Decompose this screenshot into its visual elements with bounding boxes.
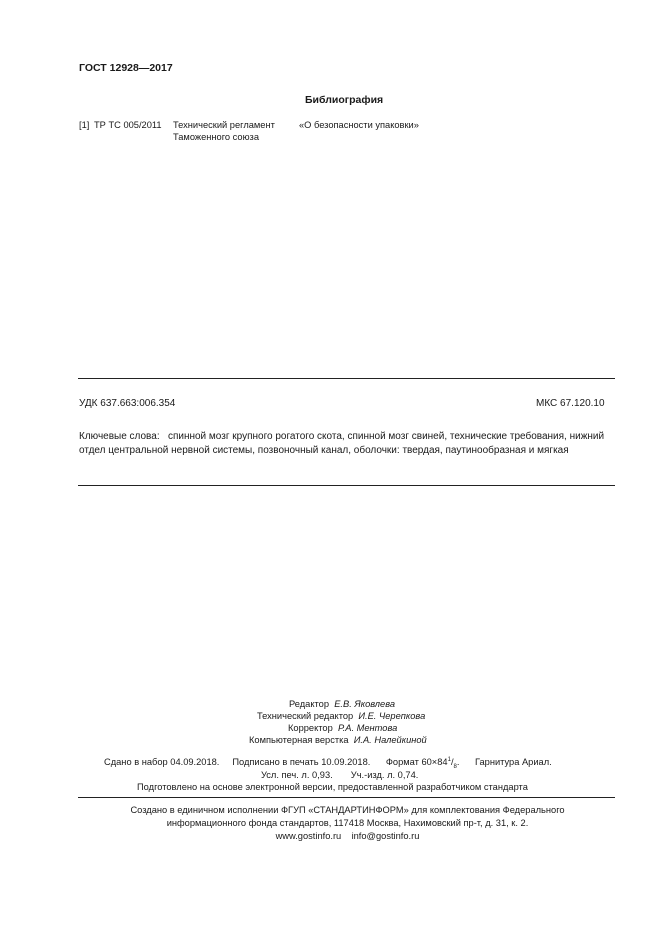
credit-layout (249, 735, 427, 745)
entry-name-line2: Таможенного союза (173, 132, 259, 142)
entry-subject: «О безопасности упаковки» (299, 120, 419, 130)
publ-sheets: Уч.-изд. л. 0,74. (350, 770, 419, 780)
credit-name: Р.А. Ментова (337, 723, 398, 733)
credit-name: Е.В. Яковлева (334, 699, 396, 709)
separator-bottom (78, 797, 615, 798)
format-sup: 1 (447, 757, 451, 763)
publisher-line2: информационного фонда стандартов, 117418 Москва, Нахимовский пр-т, д. 31, к. 2. (166, 818, 529, 828)
credit-name: И.Е. Черепкова (358, 711, 426, 721)
credit-editor (289, 699, 395, 709)
credit-role: Технический редактор (257, 711, 354, 721)
entry-number: [1] (79, 120, 90, 130)
keywords-text: спинной мозг крупного рогатого скота, спинной мозг свиней, технические требования, нижний отдел центральной нервной системы, позвоночный канал, оболочки: твердая, паутинообразная и мягкая (79, 431, 605, 456)
publisher-line1: Создано в единичном исполнении ФГУП «СТАНДАРТИНФОРМ» для комплектования Федерального (130, 805, 565, 815)
format-prefix: Формат 60×84 (385, 757, 448, 768)
print-info-line2 (261, 770, 418, 780)
format-info: Формат $60\times 84^1/_8$. (385, 757, 460, 770)
credit-role: Корректор (288, 723, 333, 733)
document-code: ГОСТ 12928—2017 (79, 62, 173, 74)
entry-code: ТР ТС 005/2011 (94, 120, 162, 130)
print-info-line1 (104, 757, 552, 770)
prepared-note: Подготовлено на основе электронной версии, предоставленной разработчиком стандарта (137, 782, 528, 792)
font-info: Гарнитура Ариал. (474, 757, 552, 768)
publisher-block (79, 804, 616, 843)
separator-keywords (78, 485, 615, 486)
keywords-label: Ключевые слова: (79, 431, 160, 442)
print-sheets: Усл. печ. л. 0,93. (261, 770, 333, 780)
entry-name-line1: Технический регламент (173, 120, 275, 130)
credit-role: Компьютерная верстка (249, 735, 349, 745)
sent-date: Сдано в набор 04.09.2018. (104, 757, 220, 768)
publisher-contacts (79, 830, 616, 843)
udk-code: УДК 637.663:006.354 (79, 398, 176, 409)
credit-corrector (288, 723, 397, 733)
format-sub: 8 (453, 763, 457, 770)
credit-role: Редактор (289, 699, 330, 709)
bibliography-title: Библиография (305, 94, 384, 106)
keywords-block (79, 430, 616, 458)
credit-tech-editor (257, 711, 425, 721)
website-link[interactable]: www.gostinfo.ru (275, 831, 342, 841)
mks-code: МКС 67.120.10 (536, 398, 605, 409)
credit-name: И.А. Налейкиной (353, 735, 427, 745)
signed-date: Подписано в печать 10.09.2018. (232, 757, 371, 768)
email-link[interactable]: info@gostinfo.ru (351, 831, 420, 841)
separator-top (78, 378, 615, 379)
